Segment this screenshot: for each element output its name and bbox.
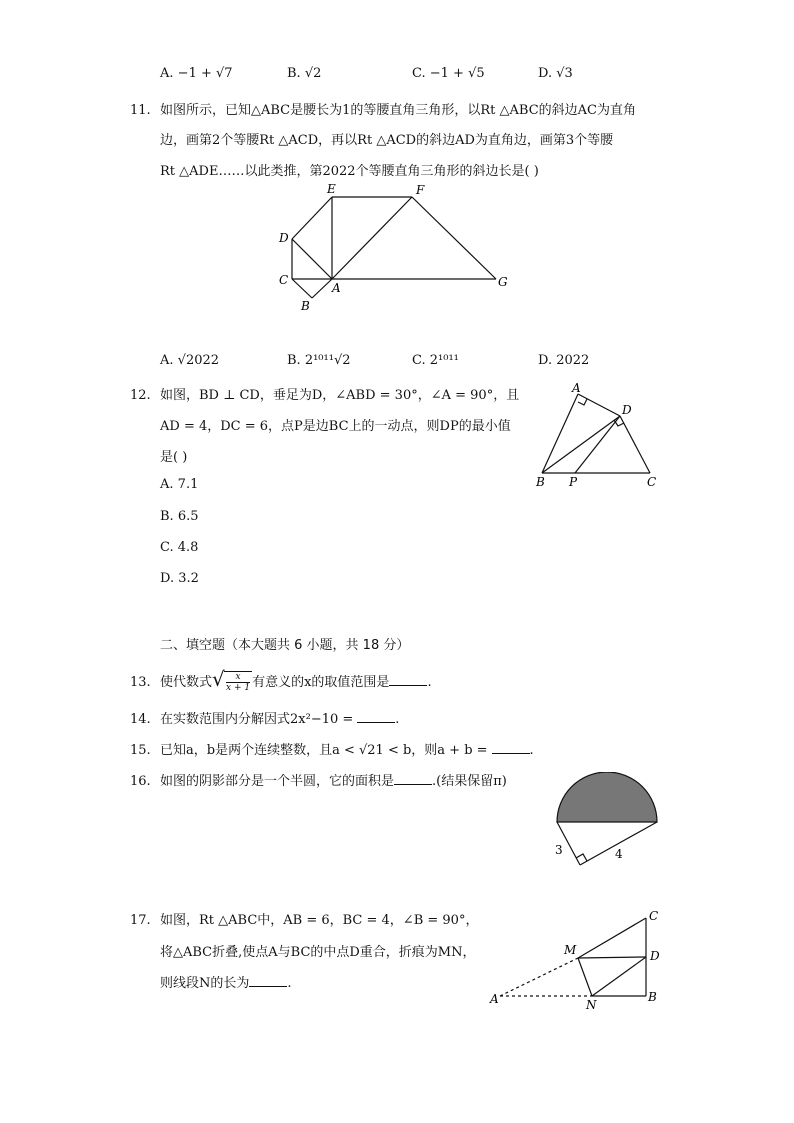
label-m: M [564,943,577,957]
q12-text-line3: 是( ) [160,450,188,465]
q10-option-a[interactable]: A. −1 + √7 [160,66,233,81]
label-4: 4 [615,847,623,861]
label-c: C [649,909,659,923]
q10-option-d[interactable]: D. √3 [538,66,573,81]
question-15: 15. 已知a，b是两个连续整数，且a < √21 < b，则a + b = . [130,743,534,758]
q12-figure [530,382,670,492]
q11-figure [270,180,520,320]
label-d: D [279,231,289,245]
shaded-semicircle [557,772,657,822]
label-a: A [490,992,499,1006]
label-g: G [498,275,508,289]
label-p: P [569,475,578,489]
answer-blank[interactable] [394,773,432,785]
q12-option-c[interactable]: C. 4.8 [160,540,199,555]
question-number: 16. [130,774,151,789]
q17-text-line3: 则线段N的长为 . [160,976,292,991]
label-b: B [301,299,310,313]
label-d: D [622,403,632,417]
question-number: 11. [130,103,151,118]
q11-option-d[interactable]: D. 2022 [538,353,590,368]
question-14: 14. 在实数范围内分解因式2x²−10 = . [130,712,400,727]
question-16: 16. 如图的阴影部分是一个半圆，它的面积是 .(结果保留π) [130,774,507,789]
q11-option-b[interactable]: B. 2¹⁰¹¹√2 [287,353,351,368]
question-number: 14. [130,712,151,727]
label-b: B [648,990,657,1004]
label-a: A [572,382,581,395]
sqrt-fraction: √ $\frac{x}{x + 1}$ [212,667,251,693]
q12-option-a[interactable]: A. 7.1 [160,477,199,492]
q11-text-line3: Rt △ADE……以此类推，第2022个等腰直角三角形的斜边长是( ) [160,164,539,179]
q12-option-b[interactable]: B. 6.5 [160,509,199,524]
question-number: 13. [130,675,151,690]
label-e: E [327,182,336,196]
label-b: B [536,475,545,489]
label-n: N [586,998,597,1011]
q16-figure [545,772,670,872]
q11-text-line2: 边，画第2个等腰Rt △ACD，再以Rt △ACD的斜边AD为直角边，画第3个等腰 [160,133,614,148]
q10-option-b[interactable]: B. √2 [287,66,322,81]
label-c: C [647,475,657,489]
label-f: F [416,183,425,197]
section-title: 二、填空题（本大题共 6 小题，共 18 分） [160,638,410,653]
q17-text-line1: 如图，Rt △ABC中，AB = 6，BC = 4，∠B = 90°， [160,913,479,928]
label-c: C [279,273,289,287]
q11-option-c[interactable]: C. 2¹⁰¹¹ [412,353,459,368]
label-3: 3 [555,843,563,857]
q12-option-d[interactable]: D. 3.2 [160,571,199,586]
question-number: 15. [130,743,151,758]
question-13: 13. 使代数式 √ $\frac{x}{x + 1}$ 有意义的x的取值范围是 . [130,667,432,693]
q11-option-a[interactable]: A. √2022 [160,353,220,368]
q12-text-line1: 如图，BD ⊥ CD，垂足为D，∠ABD = 30°，∠A = 90°，且 [160,388,520,403]
q11-text-line1: 如图所示，已知△ABC是腰长为1的等腰直角三角形，以Rt △ABC的斜边AC为直角 [160,103,637,118]
q17-text-line2: 将△ABC折叠,使点A与BC的中点D重合，折痕为MN， [160,945,476,960]
q12-text-line2: AD = 4，DC = 6，点P是边BC上的一动点，则DP的最小值 [160,419,511,434]
question-number: 17. [130,913,151,928]
answer-blank[interactable] [389,674,427,686]
answer-blank[interactable] [357,711,395,723]
q10-option-c[interactable]: C. −1 + √5 [412,66,485,81]
label-a: A [332,281,341,295]
answer-blank[interactable] [249,975,287,987]
answer-blank[interactable] [492,742,530,754]
label-d: D [650,949,660,963]
question-number: 12. [130,388,151,403]
q17-figure [488,906,668,1011]
